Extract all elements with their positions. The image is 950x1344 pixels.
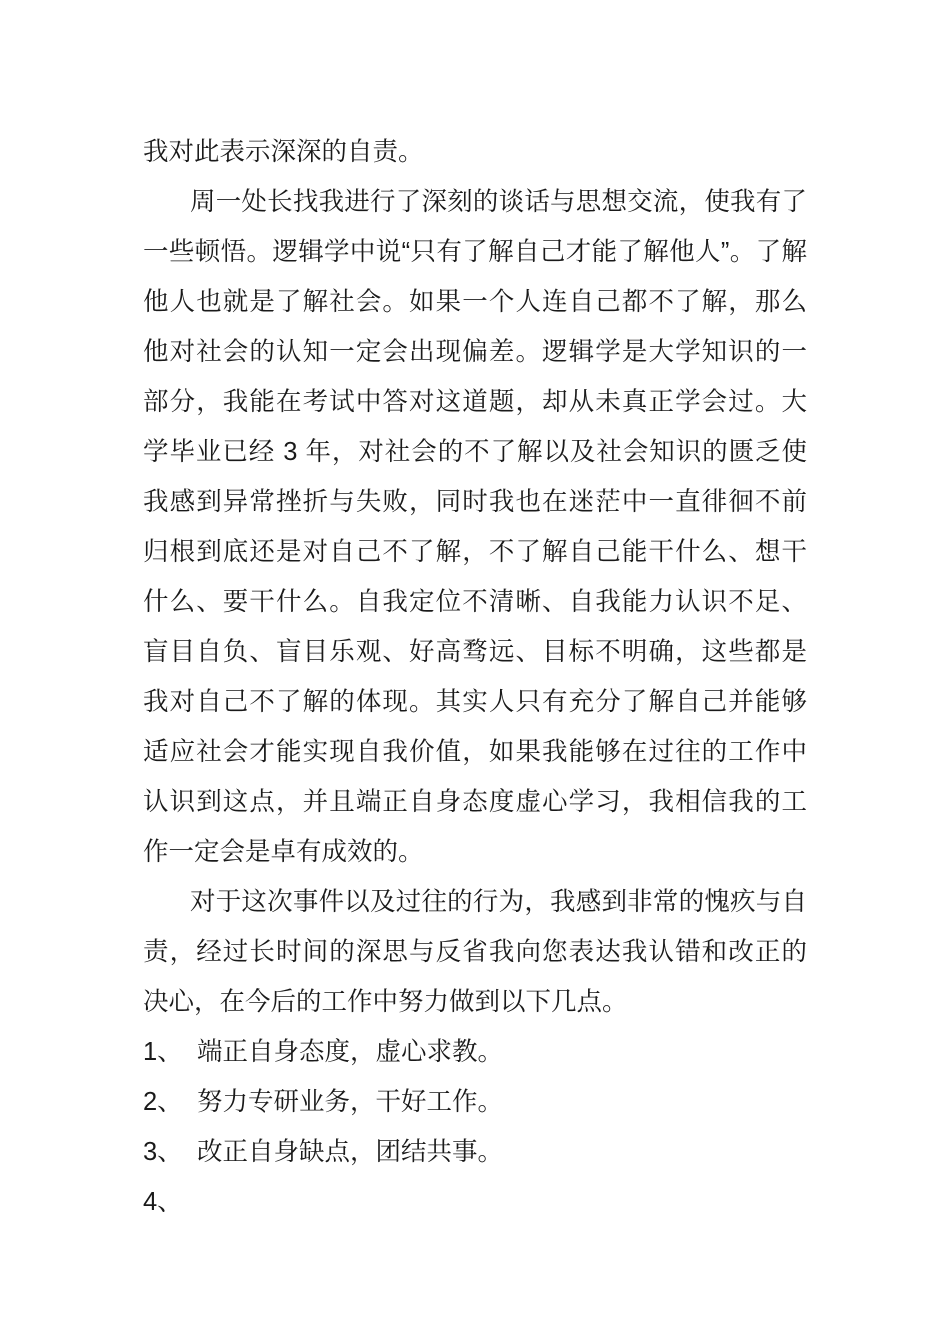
list-item-1 bbox=[143, 1027, 807, 1077]
paragraph-2-line-13: 认识到这点，并且端正自身态度虚心学习，我相信我的工 bbox=[143, 788, 807, 816]
paragraph-2-line-6: 学毕业已经 3 年，对社会的不了解以及社会知识的匮乏使 bbox=[143, 438, 807, 466]
list-item-2-text: 努力专研业务，干好工作。 bbox=[197, 1088, 504, 1116]
paragraph-2-line-11: 我对自己不了解的体现。其实人只有充分了解自己并能够 bbox=[143, 688, 807, 716]
list-item-3 bbox=[143, 1127, 807, 1177]
paragraph-2-line-2: 一些顿悟。逻辑学中说“只有了解自己才能了解他人”。了解 bbox=[143, 238, 807, 266]
paragraph-1-line-1: 我对此表示深深的自责。 bbox=[143, 138, 424, 166]
list-item-1-number: 1、 bbox=[143, 1038, 183, 1066]
paragraph-3-line-1: 对于这次事件以及过往的行为，我感到非常的愧疚与自 bbox=[190, 888, 807, 916]
paragraph-2-line-3: 他人也就是了解社会。如果一个人连自己都不了解，那么 bbox=[143, 288, 807, 316]
paragraph-2-line-10: 盲目自负、盲目乐观、好高骛远、目标不明确，这些都是 bbox=[143, 638, 807, 666]
paragraph-2-line-12: 适应社会才能实现自我价值，如果我能够在过往的工作中 bbox=[143, 738, 807, 766]
list-item-3-number: 3、 bbox=[143, 1138, 183, 1166]
list-item-2-number: 2、 bbox=[143, 1088, 183, 1116]
list-item-4 bbox=[143, 1177, 807, 1227]
paragraph-3-line-3: 决心，在今后的工作中努力做到以下几点。 bbox=[143, 988, 628, 1016]
paragraph-2-line-9: 什么、要干什么。自我定位不清晰、自我能力认识不足、 bbox=[143, 588, 807, 616]
list-item-3-text: 改正自身缺点，团结共事。 bbox=[197, 1138, 504, 1166]
document-body bbox=[143, 127, 807, 1227]
list-item-2 bbox=[143, 1077, 807, 1127]
paragraph-2-line-1: 周一处长找我进行了深刻的谈话与思想交流，使我有了 bbox=[190, 188, 807, 216]
paragraph-2-line-8: 归根到底还是对自己不了解，不了解自己能干什么、想干 bbox=[143, 538, 807, 566]
paragraph-2-line-7: 我感到异常挫折与失败，同时我也在迷茫中一直徘徊不前 bbox=[143, 488, 807, 516]
paragraph-2-line-5: 部分，我能在考试中答对这道题，却从未真正学会过。大 bbox=[143, 388, 807, 416]
list-item-4-number: 4、 bbox=[143, 1188, 183, 1216]
list-item-1-text: 端正自身态度，虚心求教。 bbox=[197, 1038, 504, 1066]
paragraph-2-line-4: 他对社会的认知一定会出现偏差。逻辑学是大学知识的一 bbox=[143, 338, 807, 366]
paragraph-3-line-2: 责，经过长时间的深思与反省我向您表达我认错和改正的 bbox=[143, 938, 807, 966]
paragraph-2-line-14: 作一定会是卓有成效的。 bbox=[143, 838, 424, 866]
